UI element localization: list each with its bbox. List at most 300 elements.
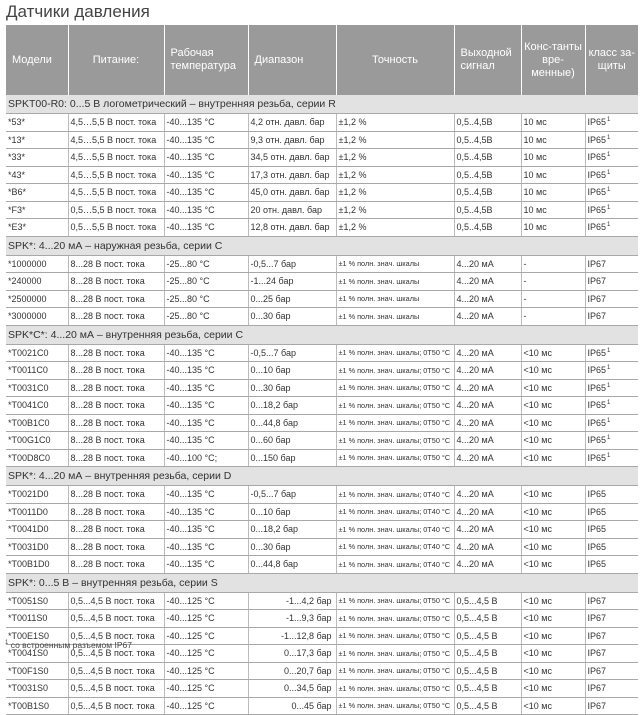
cell-output [454, 556, 521, 574]
cell-protection-text: IP67 [587, 630, 607, 641]
cell-range-text: 0...30 бар [250, 382, 291, 393]
cell-power-text: 8...28 В пост. тока [70, 293, 145, 304]
cell-power-text: 8...28 В пост. тока [70, 452, 145, 463]
cell-time-constant [521, 627, 585, 645]
cell-accuracy [336, 610, 454, 628]
cell-accuracy-text: ±1 % полн. знач. шкалы; 0T40 °C [338, 507, 451, 517]
cell-model [6, 290, 68, 308]
cell-accuracy-text: ±1,2 % [338, 187, 367, 198]
section-title: SPKT00-R0: 0...5 В логометрический – внутренняя резьба, серии R [6, 95, 638, 114]
cell-time-constant [521, 538, 585, 556]
cell-accuracy-text: ±1 % полн. знач. шкалы; 0T40 °C [338, 559, 451, 569]
cell-protection-text: IP65 [587, 400, 607, 411]
cell-power [68, 662, 164, 680]
footnote-ref: 1 [607, 417, 611, 424]
cell-model [6, 610, 68, 628]
cell-temperature [164, 255, 248, 273]
cell-range-text: 0...60 бар [250, 435, 291, 446]
cell-accuracy [336, 680, 454, 698]
cell-range [248, 308, 336, 326]
cell-range [248, 379, 336, 397]
cell-power-text: 0,5...4,5 В пост. тока [70, 683, 155, 694]
cell-accuracy [336, 414, 454, 432]
cell-temperature-text: -40...100 °C; [166, 452, 218, 463]
cell-range-text: -0,5...7 бар [250, 347, 296, 358]
cell-range-text: -0,5...7 бар [250, 489, 296, 500]
cell-temperature-text: -40...125 °C [166, 595, 215, 606]
cell-accuracy-text: ±1 % полн. знач. шкалы; 0T50 °C [338, 365, 451, 375]
cell-temperature [164, 432, 248, 450]
cell-temperature-text: -40...135 °C [166, 506, 215, 517]
cell-range [248, 255, 336, 273]
cell-temperature [164, 290, 248, 308]
cell-output-text: 4...20 мА [456, 258, 494, 269]
cell-accuracy-text: ±1 % полн. знач. шкалы; 0T50 °C [338, 383, 451, 393]
cell-protection [585, 486, 638, 504]
cell-range-text: 0...20,7 бар [284, 665, 332, 676]
cell-protection-text: IP65 [587, 204, 607, 215]
cell-range-text: 0...18,2 бар [250, 400, 298, 411]
cell-output [454, 344, 521, 362]
cell-time-constant-text: <10 мс [523, 559, 552, 570]
footnote-mark: 1 [5, 640, 9, 646]
cell-model-text: *T0041C0 [8, 400, 49, 411]
cell-range-text: 0...44,8 бар [250, 559, 298, 570]
cell-model [6, 697, 68, 715]
cell-model-text: *3000000 [8, 311, 47, 322]
cell-accuracy-text: ±1 % полн. знач. шкалы; 0T40 °C [338, 542, 451, 552]
cell-output [454, 397, 521, 415]
cell-protection [585, 114, 638, 132]
cell-output [454, 627, 521, 645]
cell-temperature-text: -40...135 °C [166, 169, 215, 180]
cell-model [6, 184, 68, 202]
cell-time-constant [521, 166, 585, 184]
cell-time-constant [521, 486, 585, 504]
cell-temperature-text: -40...135 °C [166, 435, 215, 446]
cell-temperature-text: -40...135 °C [166, 400, 215, 411]
cell-protection [585, 503, 638, 521]
cell-power [68, 486, 164, 504]
cell-protection-text: IP65 [587, 117, 607, 128]
footnote-ref: 1 [607, 117, 611, 124]
cell-power [68, 397, 164, 415]
table-row [6, 556, 638, 574]
cell-model-text: *T0011C0 [8, 365, 48, 376]
table-row [6, 379, 638, 397]
header-time-constant: Конс-танты вре-менные) [521, 25, 585, 95]
cell-protection [585, 538, 638, 556]
cell-model-text: *T00B1D0 [8, 559, 50, 570]
cell-protection-text: IP65 [587, 222, 607, 233]
cell-accuracy [336, 273, 454, 291]
cell-range-text: 45,0 отн. давл. бар [250, 187, 330, 198]
cell-time-constant [521, 680, 585, 698]
cell-model-text: *T00E1S0 [8, 630, 50, 641]
table-row [6, 414, 638, 432]
cell-model-text: *T0011D0 [8, 506, 48, 517]
cell-model [6, 503, 68, 521]
cell-protection [585, 592, 638, 610]
cell-time-constant-text: 10 мс [523, 204, 547, 215]
cell-accuracy-text: ±1 % полн. знач. шкалы; 0T50 °C [338, 683, 451, 693]
cell-output-text: 0,5..4,5В [456, 169, 493, 180]
cell-range-text: -1...24 бар [250, 276, 294, 287]
header-range: Диапазон [248, 25, 336, 95]
cell-power [68, 273, 164, 291]
cell-model [6, 521, 68, 539]
cell-range-text: 12,8 отн. давл. бар [250, 222, 330, 233]
cell-accuracy [336, 556, 454, 574]
table-row [6, 697, 638, 715]
footnote-ref: 1 [607, 187, 611, 194]
cell-temperature [164, 645, 248, 663]
cell-time-constant [521, 255, 585, 273]
cell-time-constant-text: - [523, 258, 527, 269]
cell-time-constant [521, 114, 585, 132]
cell-protection [585, 627, 638, 645]
cell-protection [585, 610, 638, 628]
cell-accuracy [336, 397, 454, 415]
cell-power-text: 0,5…5,5 В пост. тока [70, 204, 157, 215]
cell-time-constant-text: <10 мс [523, 506, 552, 517]
cell-output-text: 0,5..4,5В [456, 134, 493, 145]
cell-temperature-text: -40...125 °C [166, 683, 215, 694]
cell-output-text: 0,5...4,5 В [456, 595, 498, 606]
cell-protection-text: IP65 [587, 541, 607, 552]
cell-range [248, 290, 336, 308]
cell-protection-text: IP67 [587, 293, 607, 304]
cell-model [6, 556, 68, 574]
cell-power-text: 8...28 В пост. тока [70, 382, 145, 393]
cell-power [68, 149, 164, 167]
cell-accuracy-text: ±1 % полн. знач. шкалы; 0T50 °C [338, 453, 451, 463]
cell-model [6, 344, 68, 362]
cell-power-text: 0,5...4,5 В пост. тока [70, 630, 155, 641]
cell-model [6, 114, 68, 132]
cell-time-constant [521, 344, 585, 362]
section-header-row [6, 95, 638, 114]
cell-power [68, 201, 164, 219]
cell-power-text: 4,5…5,5 В пост. тока [70, 117, 157, 128]
cell-temperature [164, 131, 248, 149]
cell-accuracy [336, 362, 454, 380]
cell-protection-text: IP65 [587, 524, 607, 535]
cell-time-constant [521, 449, 585, 467]
cell-temperature [164, 556, 248, 574]
cell-power-text: 4,5…5,5 В пост. тока [70, 169, 157, 180]
cell-range [248, 592, 336, 610]
page-title: Датчики давления [6, 2, 150, 21]
cell-protection-text: IP67 [587, 311, 607, 322]
cell-time-constant-text: 10 мс [523, 187, 547, 198]
cell-output-text: 0,5...4,5 В [456, 630, 498, 641]
cell-range [248, 149, 336, 167]
cell-temperature [164, 219, 248, 237]
cell-model-text: *T0021C0 [8, 347, 49, 358]
cell-model-text: *13* [8, 134, 26, 145]
cell-protection-text: IP65 [587, 169, 607, 180]
cell-range-text: 0...34,5 бар [284, 683, 332, 694]
cell-temperature [164, 697, 248, 715]
cell-protection-text: IP67 [587, 595, 607, 606]
cell-time-constant [521, 290, 585, 308]
cell-protection [585, 344, 638, 362]
cell-range-text: -1...12,8 бар [281, 630, 332, 641]
table-row [6, 255, 638, 273]
cell-output [454, 219, 521, 237]
cell-accuracy-text: ±1,2 % [338, 117, 367, 128]
cell-accuracy-text: ±1 % полн. знач. шкалы; 0T50 °C [338, 613, 451, 623]
cell-power-text: 4,5…5,5 В пост. тока [70, 187, 157, 198]
cell-power [68, 432, 164, 450]
table-row [6, 592, 638, 610]
cell-power [68, 290, 164, 308]
table-header-row [6, 25, 638, 95]
footnote-ref: 1 [607, 382, 611, 389]
cell-range [248, 432, 336, 450]
cell-temperature-text: -40...135 °C [166, 524, 215, 535]
cell-temperature [164, 680, 248, 698]
cell-protection-text: IP67 [587, 683, 607, 694]
cell-accuracy [336, 344, 454, 362]
cell-model-text: *T00B1S0 [8, 700, 50, 711]
footnote-ref: 1 [607, 222, 611, 229]
footnote-ref: 1 [607, 435, 611, 442]
cell-protection-text: IP67 [587, 648, 607, 659]
cell-output-text: 4...20 мА [456, 541, 494, 552]
table-row [6, 166, 638, 184]
cell-output-text: 0,5..4,5В [456, 187, 493, 198]
cell-power [68, 697, 164, 715]
cell-temperature [164, 610, 248, 628]
cell-temperature-text: -40...135 °C [166, 187, 215, 198]
cell-range-text: 0...44,8 бар [250, 417, 298, 428]
cell-model-text: *T00B1C0 [8, 417, 50, 428]
section-title: SPK*: 4...20 мА – наружная резьба, серии С [6, 236, 638, 255]
cell-power [68, 166, 164, 184]
cell-time-constant [521, 273, 585, 291]
cell-range-text: 0...10 бар [250, 506, 291, 517]
cell-output [454, 290, 521, 308]
cell-range-text: -1...9,3 бар [286, 613, 332, 624]
cell-temperature [164, 184, 248, 202]
cell-power-text: 0,5...4,5 В пост. тока [70, 648, 155, 659]
footnote-ref: 1 [607, 134, 611, 141]
cell-protection [585, 397, 638, 415]
cell-temperature-text: -25...80 °C [166, 293, 210, 304]
cell-time-constant-text: <10 мс [523, 435, 552, 446]
cell-range [248, 131, 336, 149]
cell-time-constant-text: <10 мс [523, 400, 552, 411]
footnote-ref: 1 [607, 452, 611, 459]
cell-accuracy-text: ±1 % полн. знач. шкалы; 0T50 °C [338, 418, 451, 428]
table-row [6, 344, 638, 362]
cell-protection-text: IP65 [587, 435, 607, 446]
cell-model-text: *33* [8, 152, 26, 163]
section-header-row [6, 325, 638, 344]
cell-range-text: 0...17,3 бар [284, 648, 332, 659]
table-row [6, 449, 638, 467]
cell-temperature-text: -40...125 °C [166, 648, 215, 659]
cell-accuracy [336, 201, 454, 219]
cell-accuracy [336, 627, 454, 645]
cell-power [68, 114, 164, 132]
cell-time-constant-text: 10 мс [523, 134, 547, 145]
cell-output-text: 4...20 мА [456, 276, 494, 287]
footnote-text: со встроенным разъемом IP67 [10, 640, 132, 650]
cell-output-text: 0,5..4,5В [456, 117, 493, 128]
cell-output [454, 255, 521, 273]
cell-output-text: 4...20 мА [456, 435, 494, 446]
cell-time-constant [521, 131, 585, 149]
cell-range-text: 0...18,2 бар [250, 524, 298, 535]
cell-protection-text: IP67 [587, 665, 607, 676]
cell-model [6, 414, 68, 432]
cell-output [454, 592, 521, 610]
cell-time-constant-text: <10 мс [523, 382, 552, 393]
cell-power-text: 4,5…5,5 В пост. тока [70, 134, 157, 145]
cell-range [248, 397, 336, 415]
cell-temperature-text: -40...135 °C [166, 134, 215, 145]
cell-model-text: *2500000 [8, 293, 47, 304]
cell-protection-text: IP65 [587, 365, 607, 376]
cell-model [6, 308, 68, 326]
cell-accuracy [336, 255, 454, 273]
header-temperature: Рабочая температура [164, 25, 248, 95]
cell-accuracy-text: ±1 % полн. знач. шкалы; 0T50 °C [338, 701, 451, 711]
cell-temperature [164, 503, 248, 521]
cell-output-text: 4...20 мА [456, 452, 494, 463]
cell-power-text: 8...28 В пост. тока [70, 506, 145, 517]
cell-temperature-text: -40...135 °C [166, 204, 215, 215]
cell-accuracy [336, 538, 454, 556]
cell-time-constant [521, 397, 585, 415]
cell-protection-text: IP65 [587, 152, 607, 163]
cell-range-text: 0...10 бар [250, 365, 291, 376]
cell-temperature-text: -40...125 °C [166, 630, 215, 641]
cell-output [454, 662, 521, 680]
cell-output-text: 4...20 мА [456, 524, 494, 535]
cell-model [6, 255, 68, 273]
cell-output [454, 610, 521, 628]
cell-range-text: 0...30 бар [250, 541, 291, 552]
cell-power [68, 219, 164, 237]
cell-time-constant-text: <10 мс [523, 683, 552, 694]
cell-time-constant [521, 379, 585, 397]
cell-range-text: 17,3 отн. давл. бар [250, 169, 330, 180]
cell-power-text: 4,5…5,5 В пост. тока [70, 152, 157, 163]
cell-output [454, 432, 521, 450]
cell-output-text: 4...20 мА [456, 506, 494, 517]
cell-power [68, 379, 164, 397]
cell-output [454, 166, 521, 184]
cell-model [6, 131, 68, 149]
cell-time-constant [521, 362, 585, 380]
cell-time-constant [521, 432, 585, 450]
cell-temperature [164, 397, 248, 415]
cell-time-constant-text: <10 мс [523, 365, 552, 376]
cell-accuracy [336, 592, 454, 610]
cell-output-text: 0,5...4,5 В [456, 613, 498, 624]
cell-output-text: 0,5...4,5 В [456, 648, 498, 659]
cell-power [68, 538, 164, 556]
cell-power [68, 255, 164, 273]
cell-power-text: 8...28 В пост. тока [70, 541, 145, 552]
cell-accuracy-text: ±1 % полн. знач. шкалы; 0T50 °C [338, 348, 451, 358]
cell-protection-text: IP65 [587, 187, 607, 198]
cell-time-constant [521, 149, 585, 167]
cell-accuracy-text: ±1 % полн. знач. шкалы; 0T50 °C [338, 666, 451, 676]
cell-power [68, 184, 164, 202]
cell-model [6, 432, 68, 450]
cell-output [454, 362, 521, 380]
cell-model-text: *T0031S0 [8, 683, 49, 694]
cell-time-constant-text: - [523, 276, 527, 287]
cell-time-constant [521, 521, 585, 539]
cell-time-constant-text: <10 мс [523, 700, 552, 711]
cell-range-text: 34,5 отн. давл. бар [250, 152, 330, 163]
table-row [6, 397, 638, 415]
cell-temperature-text: -40...125 °C [166, 665, 215, 676]
cell-output [454, 449, 521, 467]
cell-output-text: 4...20 мА [456, 311, 494, 322]
cell-output-text: 0,5...4,5 В [456, 665, 498, 676]
cell-output [454, 538, 521, 556]
footnote-ref: 1 [607, 347, 611, 354]
cell-time-constant-text: 10 мс [523, 152, 547, 163]
cell-power-text: 8...28 В пост. тока [70, 365, 145, 376]
cell-power-text: 0,5…5,5 В пост. тока [70, 222, 157, 233]
cell-accuracy-text: ±1 % полн. знач. шкалы; 0T50 °C [338, 648, 451, 658]
cell-time-constant-text: <10 мс [523, 613, 552, 624]
cell-protection-text: IP65 [587, 347, 607, 358]
cell-power-text: 8...28 В пост. тока [70, 276, 145, 287]
cell-protection [585, 149, 638, 167]
cell-output-text: 0,5...4,5 В [456, 700, 498, 711]
cell-time-constant [521, 414, 585, 432]
cell-time-constant [521, 697, 585, 715]
cell-power-text: 8...28 В пост. тока [70, 435, 145, 446]
cell-protection [585, 379, 638, 397]
cell-range [248, 166, 336, 184]
pressure-sensors-table [6, 25, 638, 715]
cell-accuracy [336, 503, 454, 521]
cell-model [6, 538, 68, 556]
cell-power-text: 8...28 В пост. тока [70, 417, 145, 428]
cell-protection [585, 290, 638, 308]
cell-power-text: 8...28 В пост. тока [70, 524, 145, 535]
cell-range-text: 9,3 отн. давл. бар [250, 134, 325, 145]
cell-temperature-text: -40...135 °C [166, 489, 215, 500]
cell-power-text: 8...28 В пост. тока [70, 311, 145, 322]
cell-accuracy [336, 149, 454, 167]
cell-accuracy-text: ±1 % полн. знач. шкалы; 0T50 °C [338, 435, 451, 445]
table-row [6, 273, 638, 291]
cell-temperature [164, 379, 248, 397]
cell-range [248, 486, 336, 504]
cell-output [454, 184, 521, 202]
cell-time-constant-text: 10 мс [523, 222, 547, 233]
cell-accuracy-text: ±1,2 % [338, 204, 367, 215]
cell-power-text: 0,5...4,5 В пост. тока [70, 665, 155, 676]
cell-time-constant-text: - [523, 311, 527, 322]
cell-protection [585, 645, 638, 663]
cell-output-text: 4...20 мА [456, 347, 494, 358]
section-header-row [6, 236, 638, 255]
cell-range [248, 273, 336, 291]
cell-protection [585, 184, 638, 202]
